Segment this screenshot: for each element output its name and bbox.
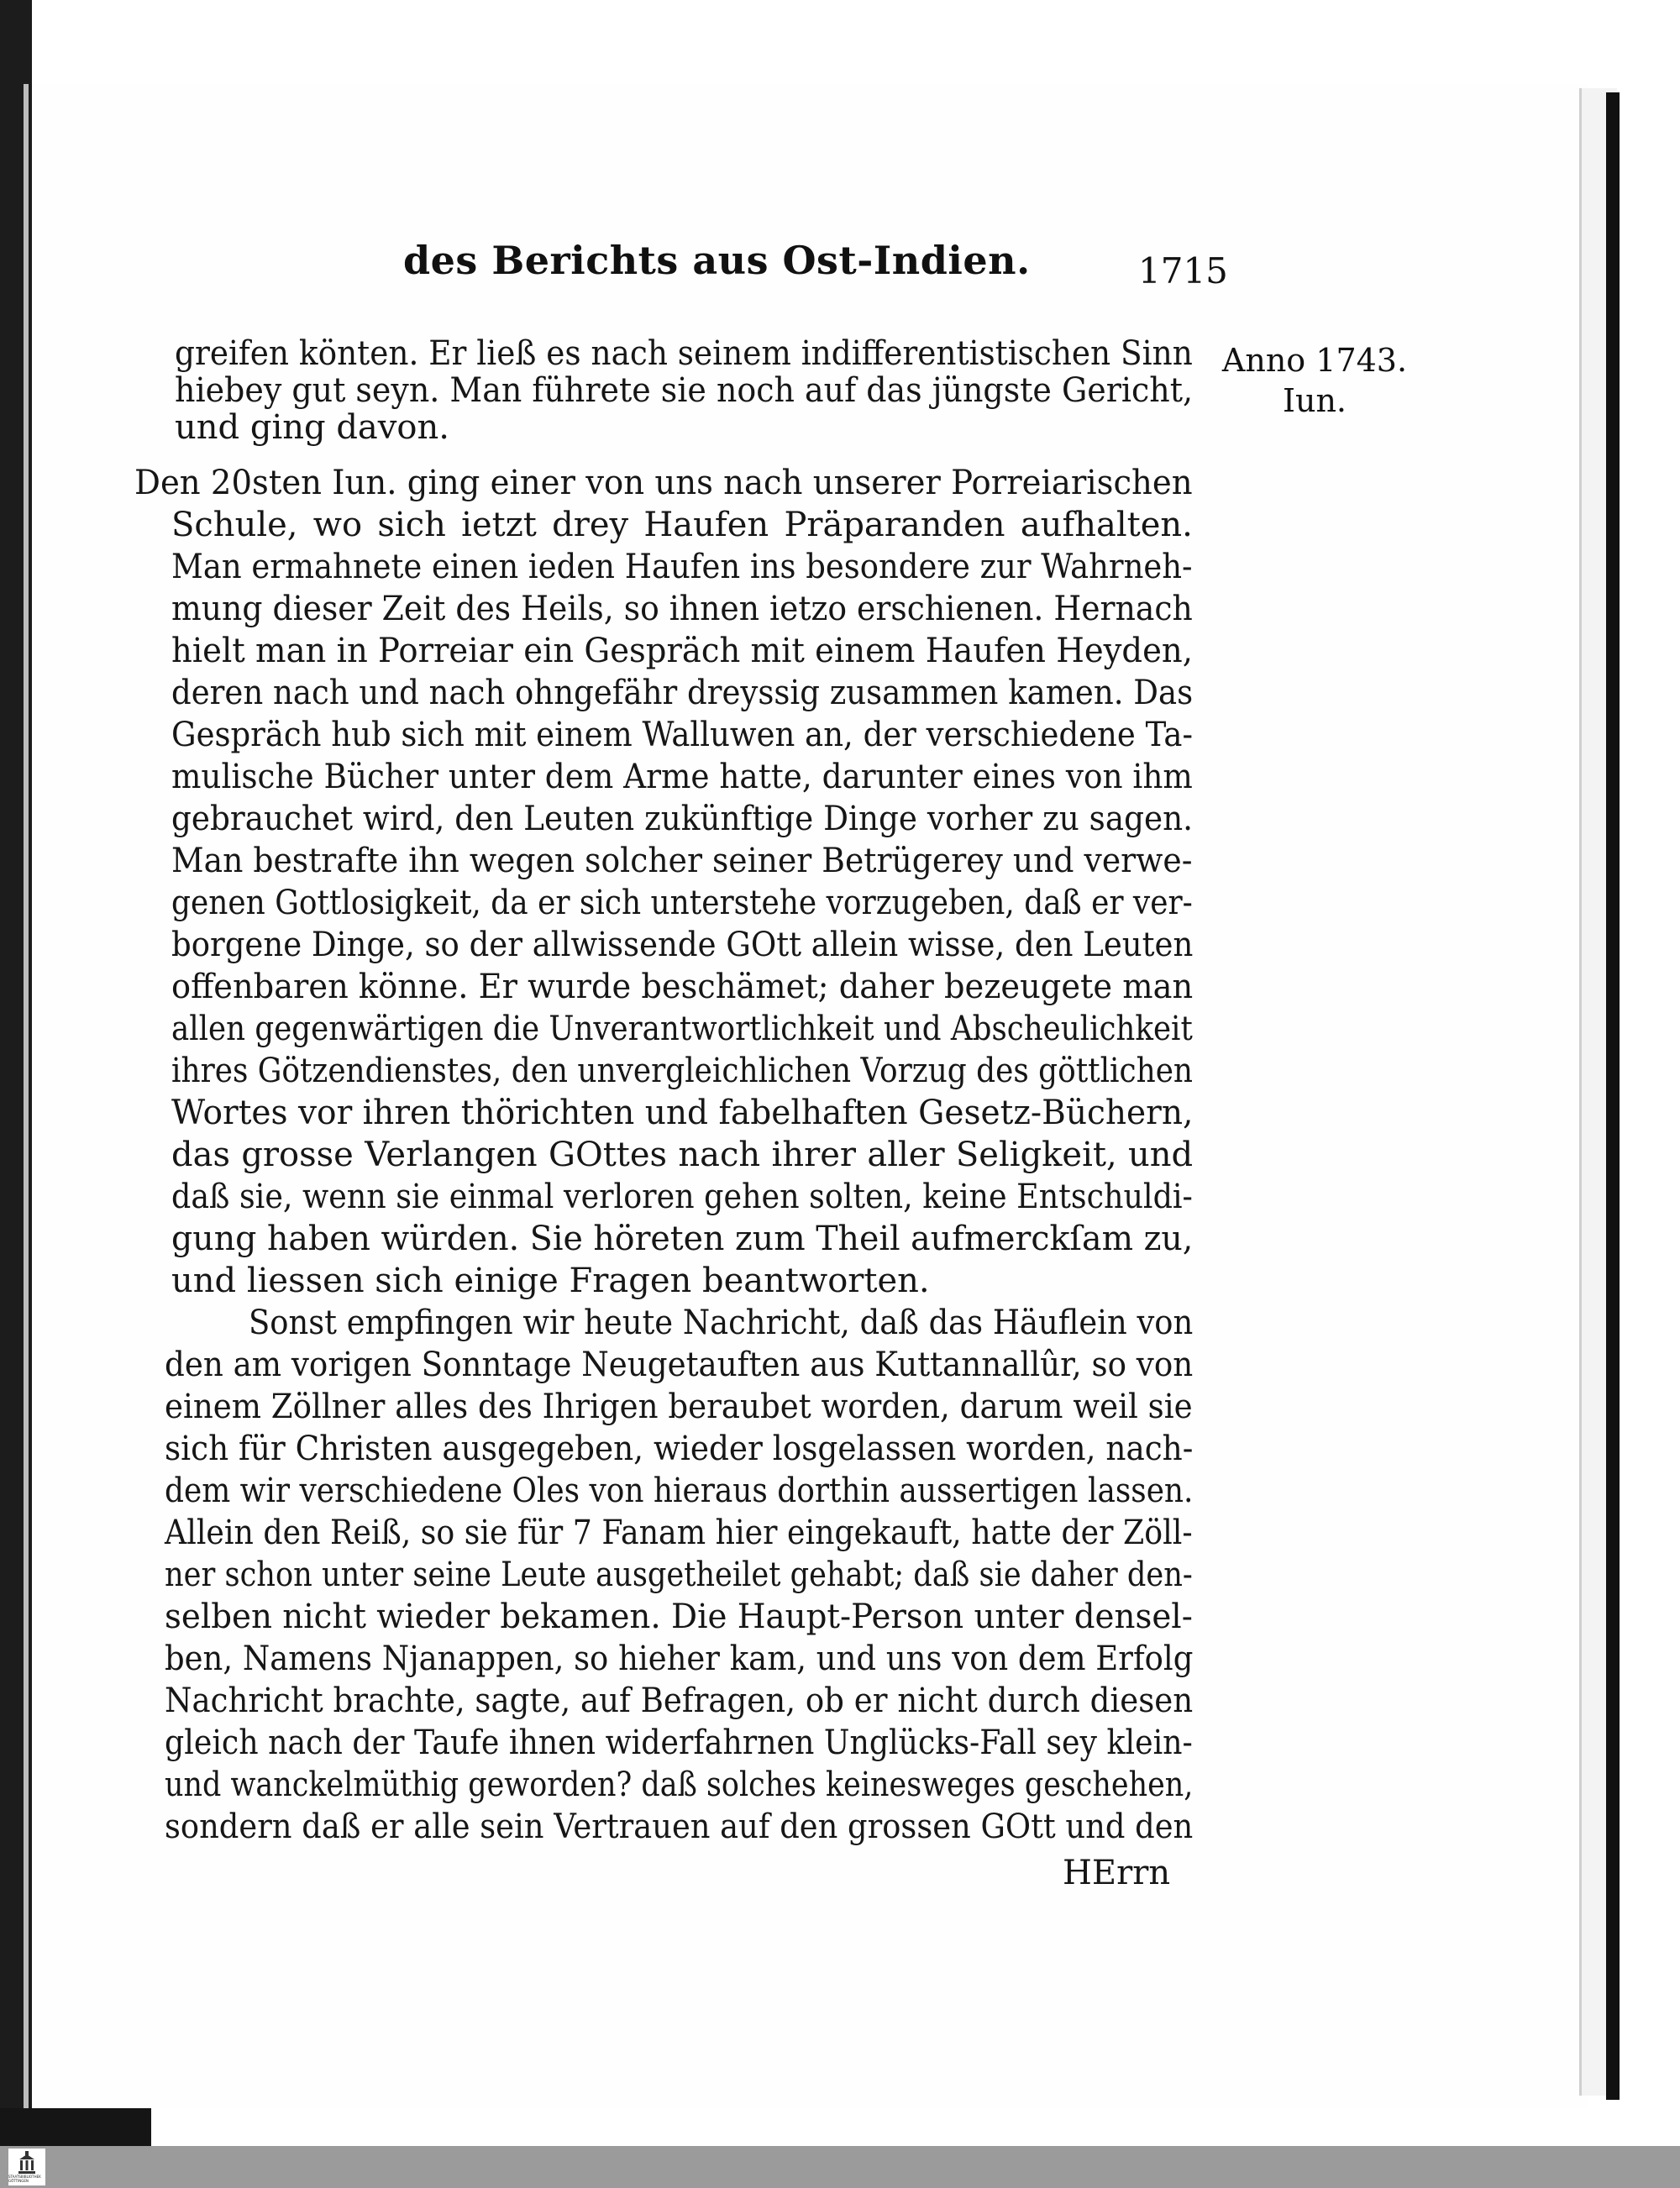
text-line: Sonst empfingen wir heute Nachricht, daß das Häuflein von (249, 1304, 1194, 1342)
text-line: Schule, wo sich ietzt drey Haufen Präparanden aufhalten. (171, 506, 1193, 544)
text-line: sondern daß er alle sein Vertrauen auf den grossen GOtt und den (165, 1808, 1194, 1846)
library-logo (8, 2149, 45, 2185)
text-line: mulische Bücher unter dem Arme hatte, darunter eines von ihm (171, 758, 1193, 796)
text-line: gebrauchet wird, den Leuten zukünftige Dinge vorher zu sagen. (171, 800, 1193, 838)
margin-note-month: Iun. (1282, 382, 1347, 419)
text-line: einem Zöllner alles des Ihrigen beraubet worden, darum weil sie (165, 1388, 1193, 1426)
text-line: und liessen sich einige Fragen beantworten. (171, 1262, 930, 1300)
running-title: des Berichts aus Ost-Indien. (403, 238, 1031, 283)
text-line: deren nach und nach ohngefähr dreyssig zusammen kamen. Das (171, 674, 1194, 712)
text-line: hielt man in Porreiar ein Gespräch mit einem Haufen Heyden, (171, 632, 1193, 670)
text-line: Man ermahnete einen ieden Haufen ins besondere zur Wahrneh- (171, 548, 1193, 586)
binding-shadow (1606, 92, 1620, 2100)
library-building-icon (18, 2151, 36, 2175)
text-line: sich für Christen ausgegeben, wieder losgelassen worden, nach- (165, 1430, 1194, 1468)
text-line: dem wir verschiedene Oles von hieraus dorthin aussertigen lassen. (165, 1472, 1194, 1510)
text-line: daß sie, wenn sie einmal verloren gehen solten, keine Entschuldi- (171, 1178, 1193, 1216)
text-line: und ging davon. (175, 408, 449, 447)
text-line: und wanckelmüthig geworden? daß solches keinesweges geschehen, (165, 1766, 1194, 1804)
text-line: ihres Götzendienstes, den unvergleichlichen Vorzug des göttlichen (171, 1052, 1194, 1090)
page-number: 1715 (1138, 250, 1228, 291)
text-line: Wortes vor ihren thörichten und fabelhaften Gesetz-Büchern, (171, 1094, 1194, 1132)
text-line: Allein den Reiß, so sie für 7 Fanam hier eingekauft, hatte der Zöll- (165, 1514, 1193, 1552)
margin-note (1210, 340, 1420, 421)
margin-note-year: Anno 1743. (1221, 342, 1408, 379)
library-caption: STAATSBIBLIOTHEK GÖTTINGEN (8, 2175, 41, 2183)
text-line: borgene Dinge, so der allwissende GOtt allein wisse, den Leuten (171, 926, 1194, 964)
text-line: selben nicht wieder bekamen. Die Haupt-Person unter densel- (165, 1598, 1193, 1636)
text-line: allen gegenwärtigen die Unverantwortlichkeit und Abscheulichkeit (171, 1010, 1193, 1048)
text-line: gleich nach der Taufe ihnen widerfahrnen Unglücks-Fall sey klein- (165, 1724, 1193, 1762)
text-line: ner schon unter seine Leute ausgetheilet gehabt; daß sie daher den- (165, 1556, 1193, 1594)
text-line: den am vorigen Sonntage Neugetauften aus Kuttannallûr, so von (165, 1346, 1194, 1384)
text-line: offenbaren könne. Er wurde beschämet; daher bezeugete man (171, 968, 1194, 1006)
text-line: greifen könten. Er ließ es nach seinem indifferentistischen Sinn (175, 334, 1193, 373)
catchword: HErrn (1063, 1854, 1171, 1892)
text-line: mung dieser Zeit des Heils, so ihnen ietzo erschienen. Hernach (171, 590, 1193, 628)
text-line: gung haben würden. Sie höreten zum Theil aufmerckſam zu, (171, 1220, 1194, 1258)
text-line: genen Gottlosigkeit, da er sich unterstehe vorzugeben, daß er ver- (171, 884, 1193, 922)
text-line: Man bestrafte ihn wegen solcher seiner Betrügerey und verwe- (171, 842, 1193, 880)
text-line: das grosse Verlangen GOttes nach ihrer aller Seligkeit, und (171, 1136, 1194, 1174)
viewer-bottom-bar (0, 2146, 1680, 2188)
text-line: Nachricht brachte, sagte, auf Befragen, ob er nicht durch diesen (165, 1682, 1194, 1720)
scan-left-edge (24, 84, 29, 2133)
text-line: hiebey gut seyn. Man führete sie noch auf das jüngste Gericht, (175, 371, 1194, 410)
text-line: Den 20sten Iun. ging einer von uns nach unserer Porreiarischen (134, 464, 1193, 502)
text-line: Gespräch hub sich mit einem Walluwen an, der verschiedene Ta- (171, 716, 1193, 754)
text-line: ben, Namens Njanappen, so hieher kam, und uns von dem Erfolg (165, 1640, 1194, 1678)
scan-bottom-frame (0, 2108, 151, 2146)
